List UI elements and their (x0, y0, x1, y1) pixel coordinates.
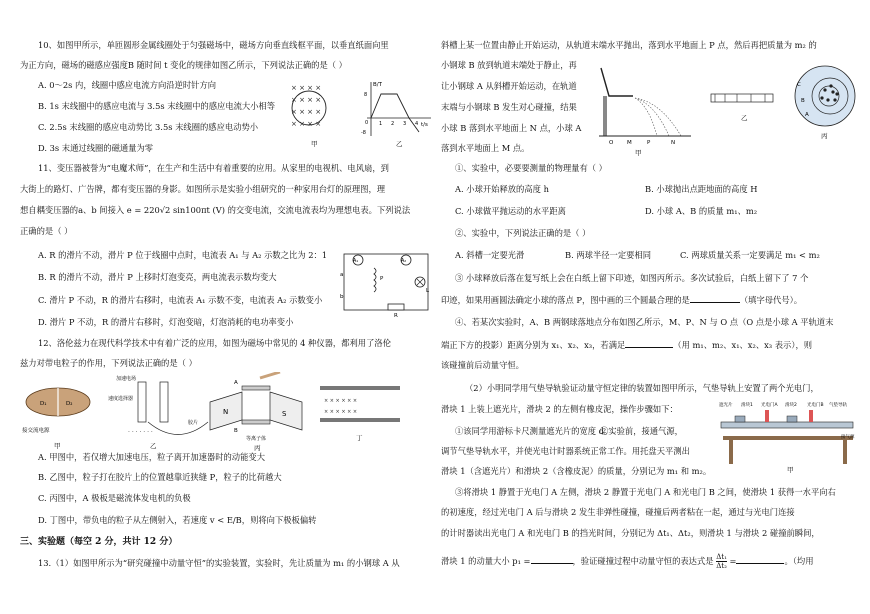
q12-option-b: B. 乙图中，粒子打在胶片上的位置越靠近狭缝 P，粒子的比荷越大 (38, 472, 282, 482)
q12-stem-1: 12、洛伦兹力在现代科学技术中有着广泛的应用，如图为磁场中常见的 4 种仪器，都利用了洛伦 (38, 338, 391, 348)
q13-text-1: 斜槽上某一位置由静止开始运动，从轨道末端水平抛出，落到水平地面上 P 点，然后再把质量为 m₂ 的 (441, 40, 817, 50)
q10-option-a: A. 0～2s 内，线圈中感应电流方向沿逆时针方向 (38, 80, 217, 90)
q13-sub1-b: B. 小球抛出点距地面的高度 H (645, 184, 758, 194)
q13-part2-j-text: 滑块 1 的动量大小 p₁ = (441, 556, 531, 566)
svg-text:× × × × × ×: × × × × × × (324, 398, 358, 404)
q12-fig-jia-label: 接交流电源 (22, 428, 50, 434)
svg-text:× × × ×: × × × × (291, 96, 322, 104)
slider-1-icon (735, 416, 745, 422)
q10-tick-zero: 0 (365, 120, 369, 126)
rheostat-icon (388, 304, 404, 310)
fig-label-b: B (801, 98, 805, 104)
q13-sub4-c-text: （用 m₁、m₂、x₁、x₂、x₃ 表示），则 (673, 340, 813, 350)
q10-tick-x: 1 (379, 121, 383, 127)
fraction-numerator: Δt₁ (716, 553, 727, 561)
q12-fig-bing-label: 等离子体 (246, 436, 267, 442)
q13-sub2-b: B. 两球半径一定要相同 (565, 250, 652, 260)
air-fig-jia: 甲 (787, 466, 794, 474)
q11-fig-p: P (380, 276, 384, 282)
q11-option-a: A. R 的滑片不动，滑片 P 位于线圈中点时，电流表 A₁ 与 A₂ 示数之比为 2：1 (38, 250, 328, 260)
q12-fig-yi-label3: 胶片 (188, 420, 199, 426)
landing-circles-figure (795, 66, 855, 140)
q10-tick-neg: -8 (361, 130, 366, 136)
answer-blank-circle[interactable] (690, 294, 740, 303)
q13-sub1: ①、实验中，必要要测量的物理量有（ ） (455, 163, 607, 173)
svg-text:× × × ×: × × × × (291, 84, 322, 92)
q10-fig-jia: 甲 (311, 140, 318, 148)
air-label-slider2: 滑块2 (785, 403, 797, 408)
q13-text-2: 小钢球 B 放到轨道末端处于静止，再 (441, 60, 577, 70)
q11-fig-l: L (426, 288, 430, 294)
q10-figure (285, 78, 435, 158)
q13-part2-e: 调节气垫导轨水平，并使光电计时器系统正常工作。用托盘天平测出 (441, 446, 690, 456)
q11-option-c: C. 滑片 P 不动，R 的滑片右移时，电流表 A₁ 示数不变，电流表 A₂ 示数变小 (38, 295, 323, 305)
air-track-rail (721, 422, 853, 428)
q13-text-5: 小球 B 落到水平地面上 N 点，小球 A (441, 123, 582, 133)
fig-label-c: C (797, 82, 801, 88)
velocity-selector-figure (320, 386, 400, 442)
q13-sub1-d: D. 小球 A、B 的质量 m₁、m₂ (645, 206, 758, 216)
q11-fig-a2: A₂ (401, 259, 407, 264)
q11-fig-a1: A₁ (353, 259, 359, 264)
svg-text:× × × ×: × × × × (291, 108, 322, 116)
air-label-slider1: 滑块1 (741, 403, 753, 408)
svg-text:× × × ×: × × × × (291, 120, 322, 128)
q12-fig-a: A (234, 380, 238, 386)
q12-figures (20, 372, 415, 452)
q12-fig-n: N (223, 408, 229, 416)
q11-stem-3: 想自耦变压器的a、b 间接入 e = 220√2 sin100πt (V) 的交变电流，交流电流表均为理想电表。下列说法 (20, 205, 411, 215)
q10-option-c: C. 2.5s 末线圈的感应电动势比 3.5s 末线圈的感应电动势小 (38, 122, 259, 132)
mass-spectrometer-figure (108, 375, 208, 450)
q13-sub3-b (441, 294, 802, 306)
fig-label-a: A (805, 112, 809, 118)
q10-option-b: B. 1s 末线圈中的感应电流与 3.5s 末线圈中的感应电流大小相等 (38, 101, 276, 111)
q12-fig-yi-label2: 速度选择器 (108, 396, 134, 402)
q11-stem-4: 正确的是（ ） (20, 226, 73, 236)
air-label-gate-b: 光电门B (807, 403, 824, 408)
q13-collision-figures (595, 56, 865, 156)
q13-sub1-c: C. 小球做平抛运动的水平距离 (455, 206, 566, 216)
q13-sub4-b (441, 339, 812, 351)
q12-option-a: A. 甲图中，若仅增大加速电压，粒子离开加速器时的动能变大 (38, 452, 265, 462)
q13-sub3-c-text: （填字母代号）。 (739, 295, 803, 305)
q10-fig-yi: 乙 (396, 140, 403, 148)
q13-part2-i: 的计时器读出光电门 A 和光电门 B 的挡光时间，分别记为 Δt₁、Δt₂，则滑块 1 与滑块 2 碰撞前瞬间， (441, 528, 820, 538)
q13-text-4: 末端与小钢球 B 发生对心碰撞，结果 (441, 102, 577, 112)
q12-option-c: C. 丙图中，A 极板是磁流体发电机的负极 (38, 493, 191, 503)
air-label-track: 气垫导轨 (829, 403, 847, 408)
q12-fig-s: S (282, 410, 287, 418)
q12-fig-jia: 甲 (54, 442, 61, 450)
answer-blank-momentum[interactable] (625, 339, 673, 348)
q13-sub4-b-text: 端正下方的投影）距离分别为 x₁、x₂、x₃，若满足 (441, 340, 626, 350)
q12-fig-d1: D₁ (40, 401, 47, 407)
q11-circuit-figure (340, 246, 432, 318)
q13-sub3-b-text: 印迹，如果用画圆法确定小球的落点 P，图中画的三个圆最合理的是 (441, 295, 690, 305)
fraction (716, 553, 727, 570)
q13-text-3: 让小钢球 A 从斜槽开始运动，在轨道 (441, 81, 577, 91)
q12-fig-ding: 丁 (356, 434, 363, 442)
q12-fig-b: B (234, 428, 238, 434)
fig-label-o: O (609, 140, 614, 146)
air-track-figure (713, 398, 865, 474)
fig-label-n: N (671, 140, 676, 146)
air-label-source: 接气源 (841, 435, 855, 440)
q12-fig-yi-label1: 加速电场 (116, 376, 137, 382)
air-label-shade: 遮光片 (719, 403, 733, 408)
q13-part2-g: ③将滑块 1 静置于光电门 A 左侧，滑块 2 静置于光电门 A 和光电门 B 之间，使滑块 1 获得一水平向右 (455, 487, 836, 497)
q13-part2-d: ②实验前，接通气源， (600, 426, 683, 436)
q13-sub1-a: A. 小球开始释放的高度 h (455, 184, 549, 194)
q10-tick-x: 2 (391, 121, 395, 127)
q13-part2-k-text: ，验证碰撞过程中动量守恒的表达式是 (572, 556, 714, 566)
gate-a-icon (765, 410, 769, 422)
q10-option-d: D. 3s 末通过线圈的磁通量为零 (38, 143, 154, 153)
q11-fig-b: b (340, 294, 344, 300)
answer-blank-p1[interactable] (531, 555, 573, 564)
q13-part2-c: ①该同学用游标卡尺测量遮光片的宽度 d。 (455, 426, 613, 436)
q13-part2-a: （2）小明同学用气垫导轨验证动量守恒定律的装置如图甲所示，气垫导轨上安置了两个光电门， (465, 383, 819, 393)
field-grid (291, 84, 321, 128)
q10-stem-2: 为正方向，磁场的磁感应强度B 随时间 t 变化的规律如图乙所示，下列说法正确的是（ ） (20, 60, 347, 70)
q13-text-6: 落到水平地面上 M 点。 (441, 143, 530, 153)
q13-fig-bing: 丙 (821, 132, 828, 140)
q13-sub3-a: ③ 小球释放后落在复写纸上会在白纸上留下印迹，如图丙所示。多次试验后，白纸上留下了 7 个 (455, 273, 809, 283)
q13-sub4-d: 该碰撞前后动量守恒。 (441, 360, 524, 370)
slider-2-icon (787, 416, 797, 422)
cyclotron-figure (22, 388, 90, 450)
q12-fig-d2: D₂ (66, 401, 73, 407)
fig-label-p: P (647, 140, 651, 146)
fraction-denominator: Δt₂ (716, 562, 727, 570)
q12-option-d: D. 丁图中，带负电的粒子从左侧射入，若速度 v < E/B，则将向下极板偏转 (38, 515, 317, 525)
q13-fig-jia: 甲 (635, 149, 642, 156)
mhd-generator-figure (210, 372, 302, 452)
q10-stem-1: 10、如图甲所示，单匝圆形金属线圈处于匀强磁场中，磁场方向垂直线框平面，以垂直纸面向里 (38, 40, 389, 50)
q13-sub2-c: C. 两球质量关系一定要满足 m₁ < m₂ (680, 250, 820, 260)
q10-tick-x: 4 (415, 121, 419, 127)
q13-part2-h: 的初速度，经过光电门 A 后与滑块 2 发生非弹性碰撞，碰撞后两者粘在一起，通过与光电门连接 (441, 507, 795, 517)
q11-option-b: B. R 的滑片不动，滑片 P 上移时灯泡变亮，两电流表示数均变大 (38, 272, 277, 282)
fig-label-m: M (627, 140, 632, 146)
q13-part2-j (441, 553, 814, 570)
q10-axis-y: B/T (373, 82, 382, 88)
q12-fig-bing: 丙 (254, 444, 261, 452)
air-label-gate-a: 光电门A (761, 403, 778, 408)
q13-part2-l-text: = (729, 556, 737, 566)
q13-sub4-a: ④、若某次实验时，A、B 两钢球落地点分布如图乙所示，M、P、N 与 O 点（O 点是小球 A 平轨道末 (455, 317, 834, 327)
q11-stem-2: 大街上的路灯、广告牌，都有变压器的身影。如图所示是实验小组研究的一种家用台灯的原理图，理 (20, 184, 386, 194)
q13-part2-f: 滑块 1（含遮光片）和滑块 2（含橡皮泥）的质量，分别记为 m₁ 和 m₂。 (441, 466, 712, 476)
table-top (723, 436, 853, 440)
gate-b-icon (809, 410, 813, 422)
q13-sub2-a: A. 斜槽一定要光滑 (455, 250, 525, 260)
q11-fig-a: a (340, 272, 344, 278)
coil-icon (374, 268, 376, 292)
q13-part2-m-text: 。（均用 (784, 556, 814, 566)
q13-intro: 13.（1）如图甲所示为“研究碰撞中动量守恒”的实验装置，实验时，先让质量为 m₁ 的小钢球 A 从 (38, 558, 400, 568)
ruler-figure (711, 94, 773, 122)
svg-text:· · · · · · ·: · · · · · · · (128, 429, 153, 436)
q13-part2-b: 滑块 1 上装上遮光片，滑块 2 的左侧有橡皮泥，操作步骤如下： (441, 404, 678, 414)
q10-tick-pos: 8 (364, 92, 368, 98)
q10-tick-x: 3 (403, 121, 407, 127)
svg-text:× × × × × ×: × × × × × × (324, 409, 358, 415)
q11-stem-1: 11、变压器被誉为“电魔术师”，在生产和生活中有着重要的应用。从家里的电视机、电风扇，到 (38, 163, 389, 173)
right-column (435, 0, 870, 614)
q11-option-d: D. 滑片 P 不动，R 的滑片右移时，灯泡变暗，灯泡消耗的电功率变小 (38, 317, 294, 327)
q12-stem-2: 兹力对带电粒子的作用，下列说法正确的是（ ） (20, 358, 197, 368)
ramp-figure (599, 68, 691, 156)
q12-fig-yi: 乙 (150, 442, 157, 450)
answer-blank-ratio[interactable] (736, 555, 784, 564)
q10-axis-x: t/s (421, 122, 428, 128)
q11-fig-r: R (394, 313, 398, 318)
q13-sub2: ②、实验中，下列说法正确的是（ ） (455, 228, 591, 238)
q13-fig-yi: 乙 (741, 114, 748, 122)
section-3-heading: 三、实验题（每空 2 分，共计 12 分） (20, 537, 178, 547)
